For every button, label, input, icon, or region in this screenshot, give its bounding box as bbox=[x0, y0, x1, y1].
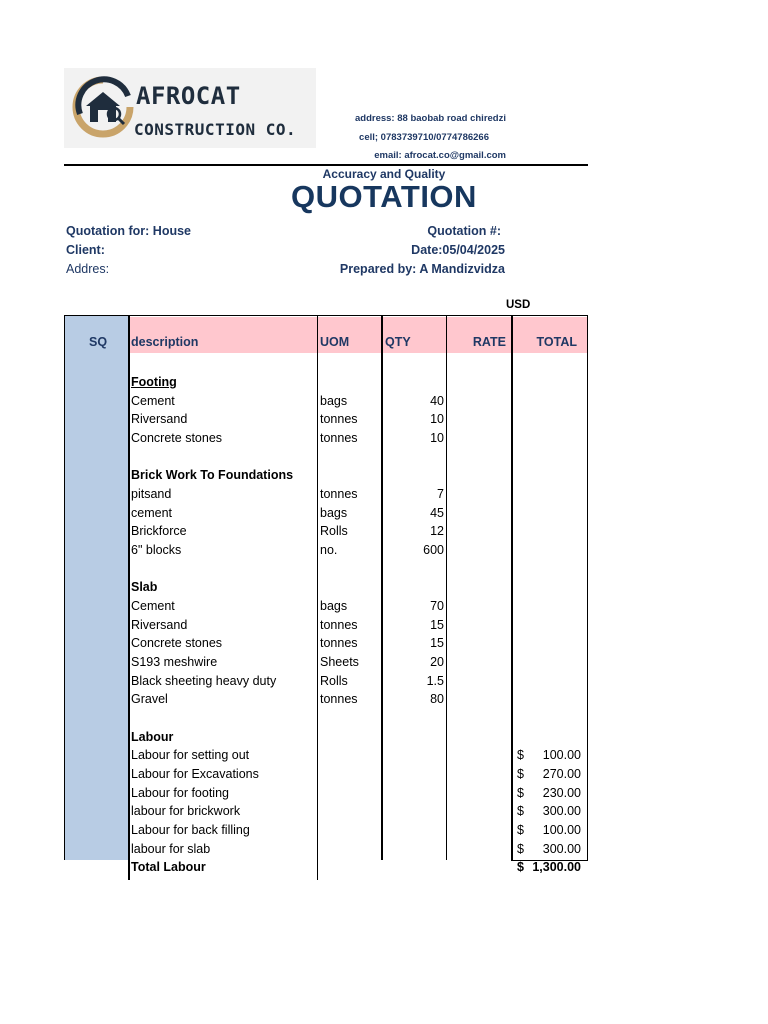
table-row bbox=[0, 429, 768, 448]
row-total: 100.00 bbox=[542, 823, 581, 838]
row-currency-symbol: $ bbox=[517, 841, 524, 856]
table-row bbox=[0, 802, 768, 821]
table-row bbox=[0, 765, 768, 784]
row-qty: 70 bbox=[430, 599, 444, 614]
header-uom: UOM bbox=[320, 335, 350, 349]
row-description: Cement bbox=[131, 393, 175, 408]
row-total: 1,300.00 bbox=[532, 860, 581, 875]
row-qty: 45 bbox=[430, 505, 444, 520]
row-qty: 80 bbox=[430, 692, 444, 707]
row-uom: bags bbox=[320, 599, 348, 614]
table-row bbox=[0, 840, 768, 859]
quotation-date: Date:05/04/2025 bbox=[411, 243, 505, 257]
table-row bbox=[0, 690, 768, 709]
row-qty: 600 bbox=[423, 543, 444, 558]
quotation-number: Quotation #: bbox=[427, 224, 501, 238]
row-qty: 40 bbox=[430, 393, 444, 408]
row-description: Riversand bbox=[131, 412, 188, 427]
logo-subtitle: CONSTRUCTION CO. bbox=[134, 120, 297, 139]
table-row bbox=[0, 522, 768, 541]
table-row bbox=[0, 672, 768, 691]
row-description: Labour for Excavations bbox=[131, 767, 259, 782]
row-description: Cement bbox=[131, 599, 175, 614]
row-total: 300.00 bbox=[542, 841, 581, 856]
row-currency-symbol: $ bbox=[517, 748, 524, 763]
row-description: Slab bbox=[131, 580, 158, 595]
section-row bbox=[0, 728, 768, 747]
row-description: Black sheeting heavy duty bbox=[131, 673, 277, 688]
house-magnifier-logo-icon bbox=[70, 74, 136, 140]
row-description: Brick Work To Foundations bbox=[131, 468, 294, 483]
logo-brand-name: AFROCAT bbox=[136, 82, 241, 110]
row-description: cement bbox=[131, 505, 172, 520]
company-logo bbox=[64, 68, 316, 148]
row-qty: 1.5 bbox=[426, 673, 444, 688]
row-uom: tonnes bbox=[320, 412, 358, 427]
row-uom: Rolls bbox=[320, 673, 348, 688]
header-rate: RATE bbox=[472, 335, 506, 349]
row-qty: 10 bbox=[430, 412, 444, 427]
table-row bbox=[0, 616, 768, 635]
row-currency-symbol: $ bbox=[517, 785, 524, 800]
company-address: address: 88 baobab road chiredzi bbox=[355, 113, 506, 124]
row-uom: Sheets bbox=[320, 655, 359, 670]
table-row bbox=[0, 392, 768, 411]
row-qty: 20 bbox=[430, 655, 444, 670]
row-description: Footing bbox=[131, 375, 177, 389]
row-description: Concrete stones bbox=[131, 431, 223, 445]
row-description: Gravel bbox=[131, 692, 168, 707]
section-row bbox=[0, 466, 768, 485]
row-uom: no. bbox=[320, 543, 338, 558]
row-total: 300.00 bbox=[542, 804, 581, 819]
table-row bbox=[0, 821, 768, 840]
row-currency-symbol: $ bbox=[517, 823, 524, 838]
quotation-for: Quotation for: House bbox=[66, 224, 191, 238]
table-row bbox=[0, 634, 768, 653]
table-row bbox=[0, 709, 768, 728]
row-total: 100.00 bbox=[542, 748, 581, 763]
row-description: Brickforce bbox=[131, 524, 187, 539]
currency-label: USD bbox=[506, 299, 531, 311]
section-row bbox=[0, 373, 768, 392]
header-total: TOTAL bbox=[536, 335, 577, 349]
table-row bbox=[0, 448, 768, 467]
table-row bbox=[0, 784, 768, 803]
row-qty: 15 bbox=[430, 636, 444, 651]
row-description: pitsand bbox=[131, 487, 172, 502]
row-currency-symbol: $ bbox=[517, 767, 524, 782]
row-uom: tonnes bbox=[320, 487, 358, 502]
row-description: Labour for footing bbox=[131, 785, 229, 800]
row-description: Concrete stones bbox=[131, 636, 223, 651]
header-divider bbox=[64, 164, 588, 166]
header-sq: SQ bbox=[89, 335, 108, 349]
row-qty: 12 bbox=[430, 524, 444, 539]
company-email: email: afrocat.co@gmail.com bbox=[374, 150, 506, 161]
table-top-border bbox=[64, 315, 588, 316]
row-description: Labour bbox=[131, 729, 174, 744]
address-label: Addres: bbox=[66, 262, 110, 276]
row-total: 270.00 bbox=[542, 767, 581, 782]
row-uom: tonnes bbox=[320, 617, 358, 632]
row-description: Labour for setting out bbox=[131, 748, 250, 763]
section-row bbox=[0, 858, 768, 877]
company-phone: cell; 0783739710/0774786266 bbox=[359, 132, 489, 143]
row-uom: Rolls bbox=[320, 524, 348, 539]
row-uom: bags bbox=[320, 505, 348, 520]
prepared-by: Prepared by: A Mandizvidza bbox=[339, 262, 505, 276]
row-description: 6" blocks bbox=[131, 543, 182, 558]
row-description: labour for brickwork bbox=[131, 804, 241, 819]
row-uom: tonnes bbox=[320, 692, 358, 707]
table-row bbox=[0, 485, 768, 504]
row-description: S193 meshwire bbox=[131, 655, 218, 670]
row-description: Labour for back filling bbox=[131, 823, 250, 838]
table-row bbox=[0, 653, 768, 672]
row-qty: 15 bbox=[430, 617, 444, 632]
section-row bbox=[0, 578, 768, 597]
table-row bbox=[0, 504, 768, 523]
client-label: Client: bbox=[66, 243, 105, 257]
table-row bbox=[0, 541, 768, 560]
company-tagline: Accuracy and Quality bbox=[322, 167, 446, 181]
row-uom: tonnes bbox=[320, 431, 358, 445]
table-row bbox=[0, 746, 768, 765]
header-description: description bbox=[131, 335, 199, 349]
document-title: QUOTATION bbox=[291, 179, 477, 214]
row-currency-symbol: $ bbox=[517, 804, 524, 819]
row-total: 230.00 bbox=[542, 785, 581, 800]
table-row bbox=[0, 560, 768, 579]
row-description: Riversand bbox=[131, 617, 188, 632]
table-row bbox=[0, 597, 768, 616]
row-currency-symbol: $ bbox=[517, 860, 524, 875]
row-qty: 10 bbox=[430, 431, 444, 445]
row-description: Total Labour bbox=[131, 860, 206, 875]
row-uom: tonnes bbox=[320, 636, 358, 651]
header-qty: QTY bbox=[385, 335, 411, 349]
row-uom: bags bbox=[320, 393, 348, 408]
table-row bbox=[0, 410, 768, 429]
row-description: labour for slab bbox=[131, 841, 211, 856]
row-qty: 7 bbox=[437, 487, 444, 502]
